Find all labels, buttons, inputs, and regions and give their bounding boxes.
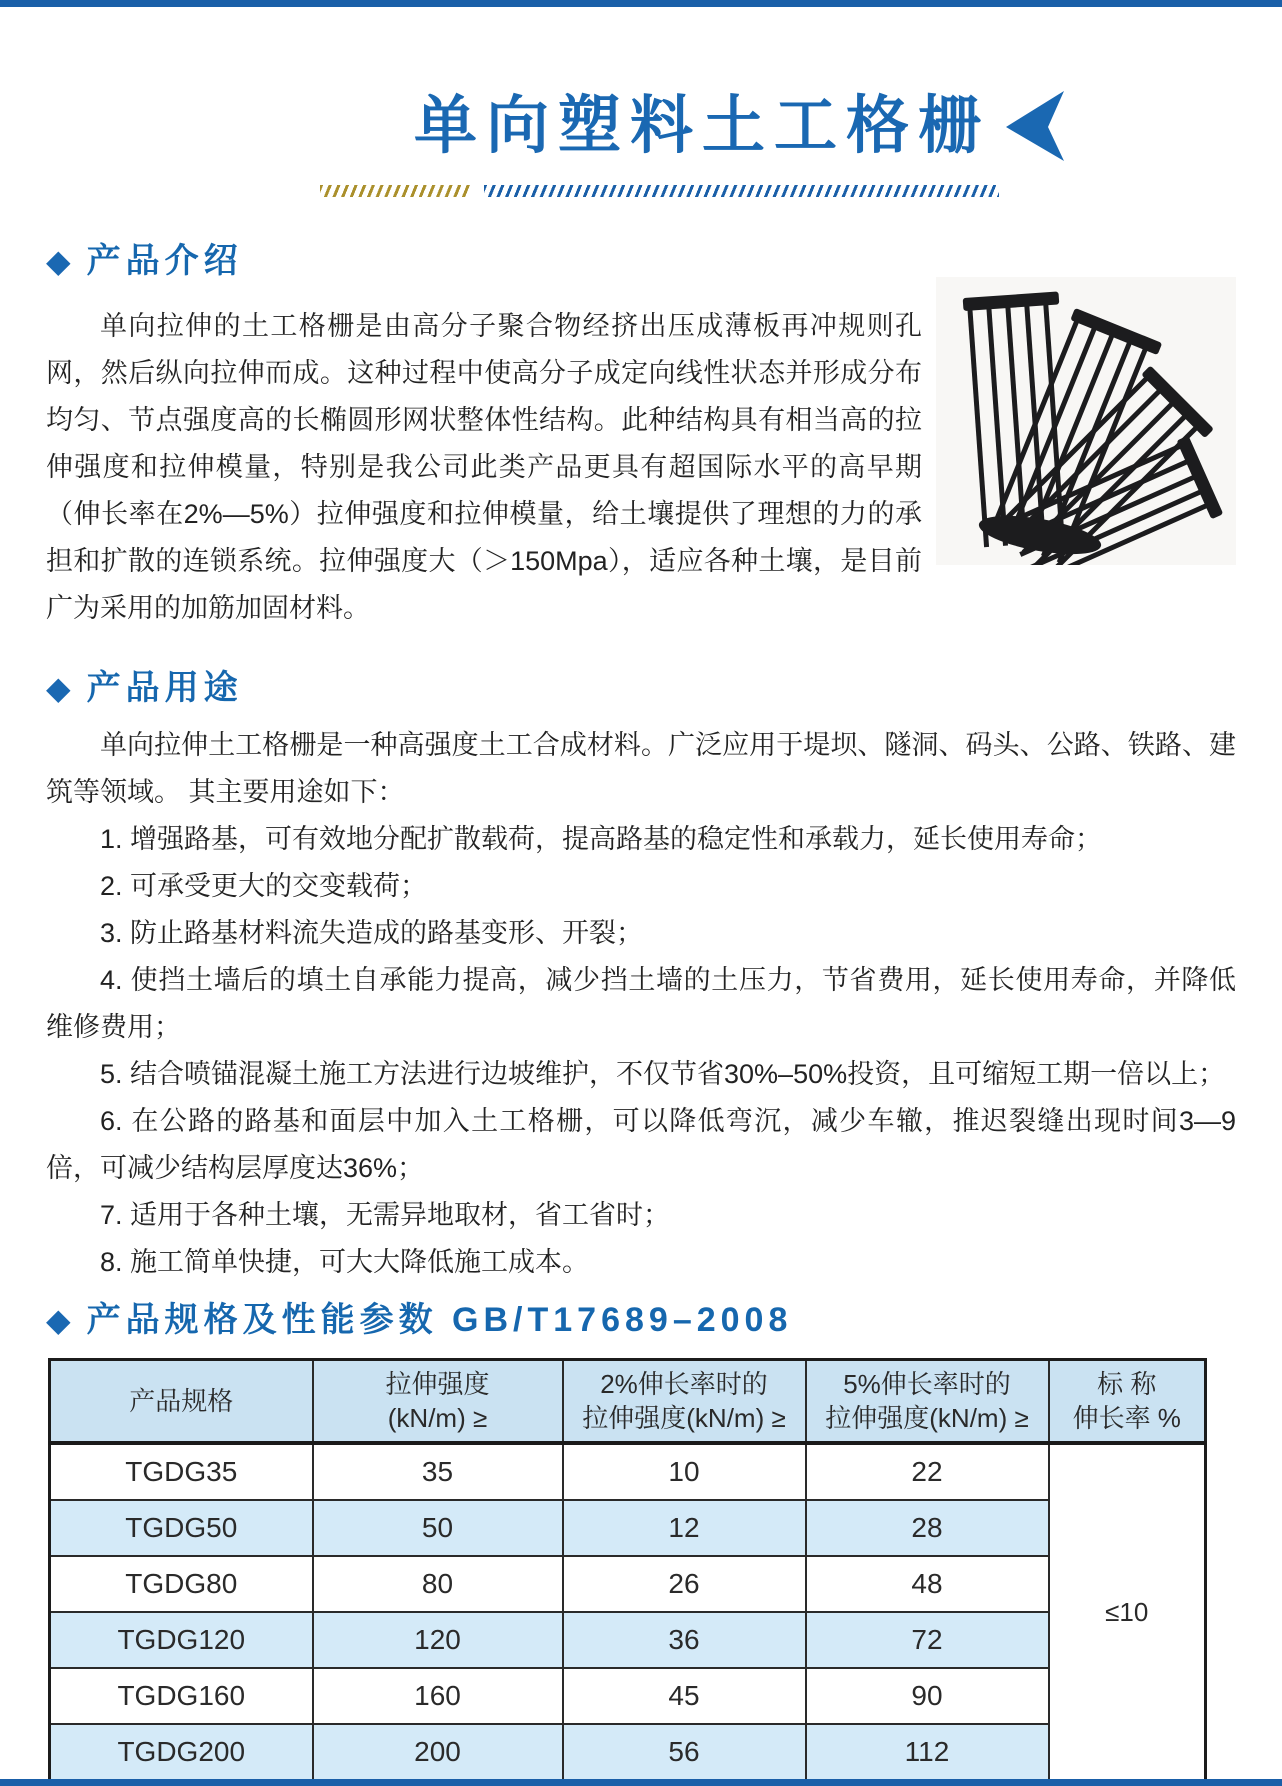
- title-row: [0, 80, 1282, 172]
- spec-table-cell-nominal-elongation: ≤10: [1049, 1443, 1206, 1781]
- section-title-intro: 产品介绍: [86, 242, 243, 280]
- diamond-icon: ◆: [46, 242, 71, 280]
- section-title-specs: 产品规格及性能参数 GB/T17689–2008: [86, 1301, 793, 1339]
- spec-table-header-cell: 产品规格: [50, 1360, 313, 1444]
- spec-table-cell-at2: 36: [563, 1612, 806, 1668]
- spec-table-cell-at5: 90: [806, 1668, 1049, 1724]
- spec-table: [48, 1358, 1207, 1782]
- spec-table-header-cell: 5%伸长率时的 拉伸强度(kN/m) ≥: [806, 1360, 1049, 1444]
- top-border-bar: [0, 0, 1282, 7]
- spec-table-cell-tensile: 120: [313, 1612, 563, 1668]
- use-list-item: 3. 防止路基材料流失造成的路基变形、开裂；: [100, 918, 644, 948]
- section-title-uses: 产品用途: [86, 669, 243, 707]
- section-heading-row: [46, 666, 1236, 710]
- intro-paragraph: 单向拉伸的土工格栅是由高分子聚合物经挤出压成薄板再冲规则孔网，然后纵向拉伸而成。这种过程中使高分子成定向线性状态并形成分布均匀、节点强度高的长椭圆形网状整体性结构。此种结构具有相当高的拉伸强度和拉伸模量，特别是我公司此类产品更具有超国际水平的高早期（伸长率在2%—5%）拉伸强度和拉伸模量，给土壤提供了理想的力的承担和扩散的连锁系统。拉伸强度大（＞150Mpa），适应各种土壤，是目前广为采用的加筋加固材料。: [46, 311, 922, 623]
- section-specifications: [46, 1298, 1236, 1782]
- spec-table-cell-at5: 112: [806, 1724, 1049, 1781]
- spec-table-cell-at2: 56: [563, 1724, 806, 1781]
- spec-table-cell-spec: TGDG200: [50, 1724, 313, 1781]
- spec-table-cell-spec: TGDG35: [50, 1443, 313, 1500]
- spec-table-cell-at2: 12: [563, 1500, 806, 1556]
- section-product-uses: [46, 666, 1236, 1286]
- table-row: [50, 1668, 1206, 1724]
- use-list-item: 7. 适用于各种土壤，无需异地取材，省工省时；: [100, 1200, 671, 1230]
- use-list-item: 5. 结合喷锚混凝土施工方法进行边坡维护，不仅节省30%–50%投资，且可缩短工期一倍以上；: [100, 1059, 1226, 1089]
- use-list-item: 2. 可承受更大的交变载荷；: [100, 871, 428, 901]
- page-title: 单向塑料土工格栅: [414, 91, 990, 161]
- spec-table-head: [50, 1360, 1206, 1444]
- spec-table-header-cell: 拉伸强度 (kN/m) ≥: [313, 1360, 563, 1444]
- spec-table-cell-tensile: 200: [313, 1724, 563, 1781]
- spec-table-cell-tensile: 160: [313, 1668, 563, 1724]
- spec-table-cell-tensile: 50: [313, 1500, 563, 1556]
- table-row: [50, 1612, 1206, 1668]
- page-content: [0, 239, 1282, 1782]
- diamond-icon: ◆: [46, 1301, 71, 1339]
- section-product-introduction: [46, 239, 1236, 632]
- use-list-item: 4. 使挡土墙后的填土自承能力提高，减少挡土墙的土压力，节省费用，延长使用寿命，并降低维修费用；: [46, 965, 1236, 1042]
- table-row: [50, 1724, 1206, 1781]
- bottom-border-bar: [0, 1779, 1282, 1786]
- spec-table-header-cell: 2%伸长率时的 拉伸强度(kN/m) ≥: [563, 1360, 806, 1444]
- section-heading-row: [46, 1298, 1236, 1342]
- spec-table-cell-at5: 48: [806, 1556, 1049, 1612]
- spec-table-cell-spec: TGDG50: [50, 1500, 313, 1556]
- spec-table-cell-at5: 72: [806, 1612, 1049, 1668]
- spec-table-cell-tensile: 35: [313, 1443, 563, 1500]
- spec-table-cell-spec: TGDG160: [50, 1668, 313, 1724]
- spec-table-header-cell: 标 称 伸长率 %: [1049, 1360, 1206, 1444]
- decorative-hatch-rule: [0, 185, 1282, 197]
- uses-list: [46, 816, 1236, 1286]
- spec-table-cell-spec: TGDG120: [50, 1612, 313, 1668]
- spec-table-cell-at2: 10: [563, 1443, 806, 1500]
- table-row: [50, 1500, 1206, 1556]
- spec-table-body: [50, 1443, 1206, 1781]
- use-list-item: 6. 在公路的路基和面层中加入土工格栅，可以降低弯沉，减少车辙，推迟裂缝出现时间3—9倍，可减少结构层厚度达36%；: [46, 1106, 1236, 1183]
- intro-paragraph-wrap: [46, 303, 1236, 632]
- left-arrow-icon: [1006, 91, 1064, 161]
- geogrid-product-photo: [936, 277, 1236, 565]
- spec-table-cell-at2: 26: [563, 1556, 806, 1612]
- spec-table-cell-spec: TGDG80: [50, 1556, 313, 1612]
- use-list-item: 8. 施工简单快捷，可大大降低施工成本。: [100, 1247, 590, 1277]
- table-row: [50, 1443, 1206, 1500]
- uses-lead-paragraph: 单向拉伸土工格栅是一种高强度土工合成材料。广泛应用于堤坝、隧洞、码头、公路、铁路、建筑等领域。 其主要用途如下：: [46, 730, 1236, 807]
- spec-table-cell-at2: 45: [563, 1668, 806, 1724]
- table-row: [50, 1556, 1206, 1612]
- spec-table-cell-at5: 22: [806, 1443, 1049, 1500]
- hatch-gold-segment: [320, 185, 470, 197]
- hatch-blue-segment: [484, 185, 999, 197]
- spec-table-cell-at5: 28: [806, 1500, 1049, 1556]
- use-list-item: 1. 增强路基，可有效地分配扩散载荷，提高路基的稳定性和承载力，延长使用寿命；: [100, 824, 1103, 854]
- spec-table-cell-tensile: 80: [313, 1556, 563, 1612]
- diamond-icon: ◆: [46, 669, 71, 707]
